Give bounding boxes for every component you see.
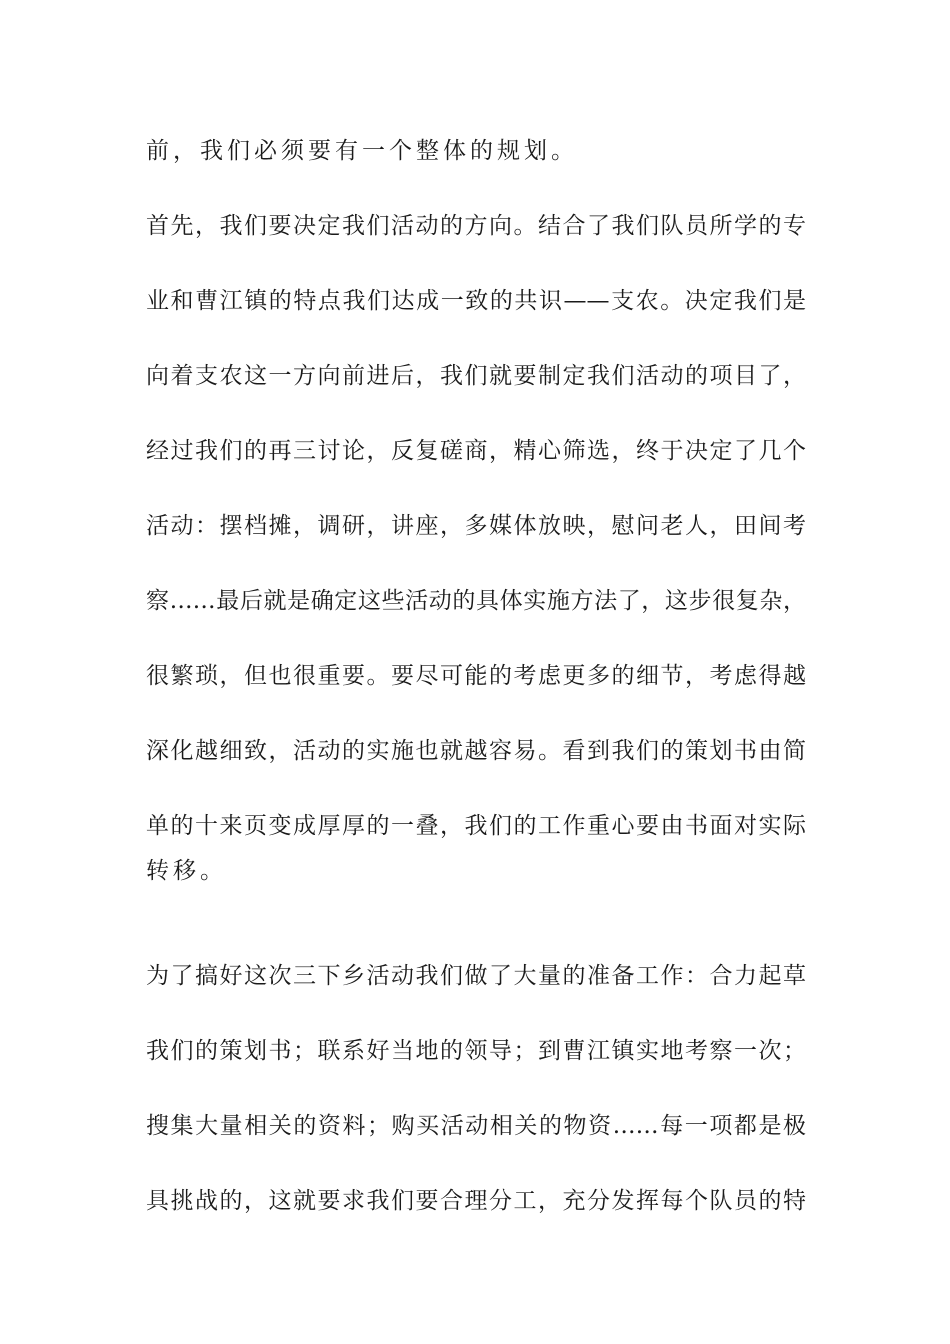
- paragraph-line: 向着支农这一方向前进后，我们就要制定我们活动的项目了，: [146, 363, 806, 389]
- paragraph-line: 具挑战的，这就要求我们要合理分工，充分发挥每个队员的特: [146, 1188, 806, 1214]
- paragraph-line: 前，我们必须要有一个整体的规划。: [146, 138, 578, 164]
- paragraph-line: 深化越细致，活动的实施也就越容易。看到我们的策划书由简: [146, 738, 806, 764]
- paragraph-line: 为了搞好这次三下乡活动我们做了大量的准备工作：合力起草: [146, 963, 806, 989]
- paragraph-line: 转移。: [146, 858, 227, 884]
- paragraph-line: 活动：摆档摊，调研，讲座，多媒体放映，慰问老人，田间考: [146, 513, 806, 539]
- paragraph-line: 业和曹江镇的特点我们达成一致的共识——支农。决定我们是: [146, 288, 806, 314]
- paragraph-line: 首先，我们要决定我们活动的方向。结合了我们队员所学的专: [146, 213, 806, 239]
- paragraph-line: 很繁琐，但也很重要。要尽可能的考虑更多的细节，考虑得越: [146, 663, 806, 689]
- paragraph-line: 经过我们的再三讨论，反复磋商，精心筛选，终于决定了几个: [146, 438, 806, 464]
- paragraph-line: 单的十来页变成厚厚的一叠，我们的工作重心要由书面对实际: [146, 813, 806, 839]
- paragraph-line: 察……最后就是确定这些活动的具体实施方法了，这步很复杂，: [146, 588, 806, 614]
- paragraph-line: 搜集大量相关的资料；购买活动相关的物资……每一项都是极: [146, 1113, 806, 1139]
- paragraph-line: 我们的策划书；联系好当地的领导；到曹江镇实地考察一次；: [146, 1038, 806, 1064]
